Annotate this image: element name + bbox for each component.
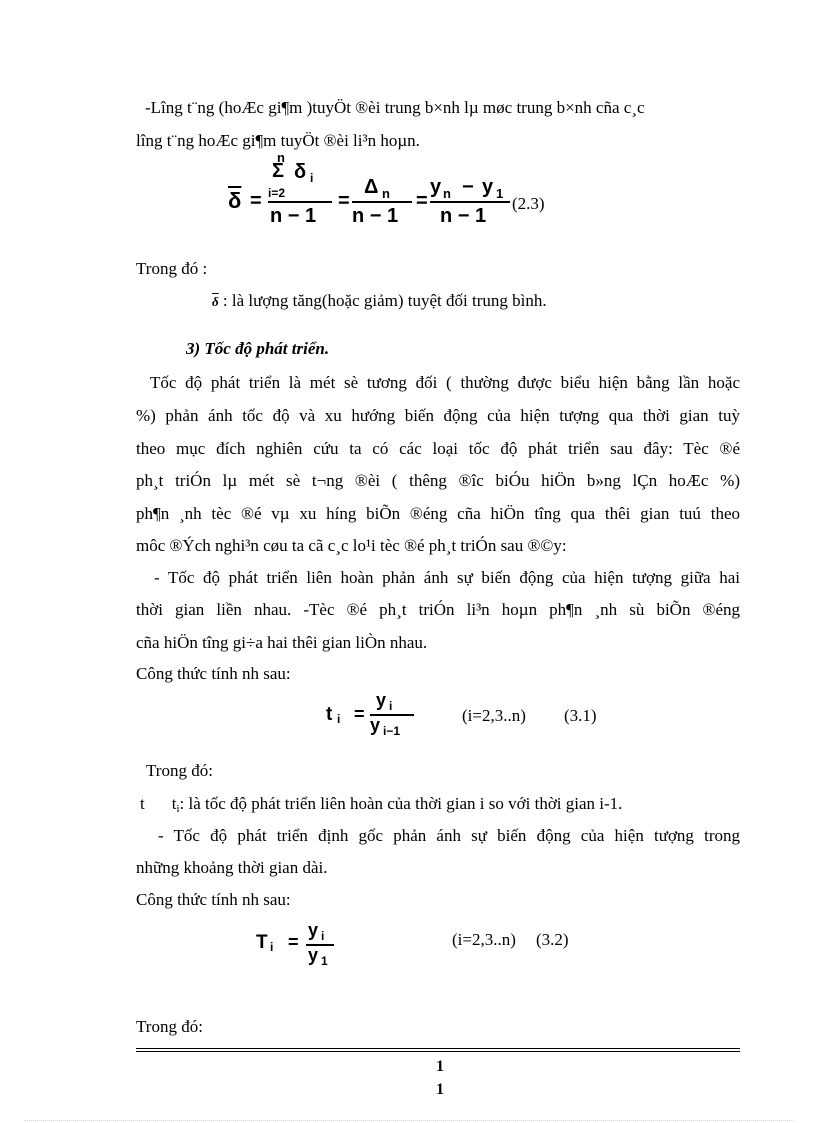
- text-line: $\overline{\delta}$ : là lượng tăng(hoặc giảm) tuyệt đối trung bình.: [212, 291, 547, 310]
- fraction-bar: [352, 201, 412, 203]
- equals-sign: =: [288, 932, 299, 952]
- index-range: (i=2,3..n): [462, 706, 526, 725]
- denominator: y: [370, 715, 381, 735]
- delta-n-fraction: [352, 174, 414, 230]
- fraction-bar: [430, 201, 510, 203]
- delta-bar-symbol: $\overline{\delta}$: [228, 188, 242, 213]
- denominator: n − 1: [440, 205, 487, 227]
- text-line: %) phản ánh tốc độ và xu hướng biến động của hiện tượng qua thời gian tuỳ: [136, 406, 740, 425]
- y-n: y: [430, 176, 442, 198]
- sum-upper-limit: n: [277, 150, 285, 165]
- minus-sign: −: [462, 176, 474, 198]
- y-difference-fraction: [430, 174, 514, 230]
- text-line: ph¶n ¸nh tèc ®é vµ xu híng biÕn ®éng cña hiÖn tîng qua thêi gian tuú theo: [136, 504, 740, 523]
- text-line: Công thức tính nh sau:: [136, 664, 291, 683]
- fraction-bar: [268, 201, 332, 203]
- footer-rule: [136, 1048, 740, 1049]
- text-line: Trong đó :: [136, 259, 208, 278]
- sum-fraction: [268, 150, 334, 230]
- text-line: - Tốc độ phát triển liên hoàn phản ánh sự biến động của hiện tượng giữa hai: [154, 568, 740, 587]
- sum-term-subscript: i: [310, 171, 314, 185]
- text-line: môc ®Ých nghi³n cøu ta cã c¸c lo¹i tèc ®é ph¸t triÓn sau ®©y:: [136, 536, 567, 555]
- index-range: (i=2,3..n): [452, 930, 516, 949]
- text-line: - Tốc độ phát triển định gốc phản ánh sự biến động của hiện tượng trong: [158, 826, 740, 845]
- denominator: n − 1: [270, 205, 317, 227]
- delta-n-symbol: Δ: [364, 176, 379, 198]
- text-line: t ti: là tốc độ phát triển liên hoàn của thời gian i so với thời gian i-1.: [140, 794, 623, 815]
- fraction: [306, 920, 336, 970]
- equation-label: (3.1): [564, 706, 597, 725]
- equation-label: (3.2): [536, 930, 569, 949]
- page-number: 1: [436, 1081, 444, 1098]
- equals-sign: =: [250, 190, 262, 212]
- text-line: Trong đó:: [146, 761, 213, 780]
- numerator-subscript: i: [389, 699, 393, 713]
- text-line: những khoảng thời gian dài.: [136, 858, 328, 877]
- sum-lower-limit: i=2: [268, 186, 286, 200]
- sum-symbol: Σ: [272, 160, 285, 182]
- y-1: y: [482, 176, 494, 198]
- page-number: 1: [436, 1058, 444, 1075]
- equals-sign: =: [416, 190, 428, 212]
- equals-sign: =: [354, 704, 365, 724]
- y-n-subscript: n: [443, 186, 451, 201]
- text-line: Trong đó:: [136, 1017, 203, 1036]
- t-i-subscript: i: [337, 712, 341, 726]
- text-line: thời gian liền nhau. -Tèc ®é ph¸t triÓn li³n hoµn ph¶n ¸nh sù biÕn ®éng: [136, 600, 740, 619]
- text-line: lîng t¨ng hoÆc gi¶m tuyÖt ®èi li³n hoµn.: [136, 131, 420, 150]
- T-i-subscript: i: [270, 940, 274, 954]
- numerator-subscript: i: [321, 929, 325, 943]
- numerator: y: [308, 920, 319, 940]
- text-line: Công thức tính nh sau:: [136, 890, 291, 909]
- text-line: Tốc độ phát triển là mét sè tương đối ( thường được biểu hiện bằng lần hoặc: [150, 373, 740, 392]
- footer-rule: [136, 1051, 740, 1052]
- denominator-subscript: i−1: [383, 724, 401, 738]
- text-line: ph¸t triÓn lµ mét sè t¬ng ®èi ( thêng ®îc biÓu hiÖn b»ng lÇn hoÆc %): [136, 471, 740, 490]
- fraction: [370, 690, 416, 740]
- delta-n-subscript: n: [382, 186, 390, 201]
- section-heading: 3) Tốc độ phát triển.: [186, 339, 330, 358]
- equation-label: (2.3): [512, 194, 545, 213]
- text-line: cña hiÖn tîng gi÷a hai thêi gian liÒn nhau.: [136, 633, 428, 652]
- equals-sign: =: [338, 190, 350, 212]
- numerator: y: [376, 690, 387, 710]
- y-1-subscript: 1: [496, 186, 504, 201]
- text-line: theo mục đích nghiên cứu ta có các loại tốc độ phát triển sau đây: Tèc ®é: [136, 439, 740, 458]
- delta-bar-inline: $\overline{\delta}$: [212, 294, 219, 309]
- denominator: n − 1: [352, 205, 399, 227]
- denominator: y: [308, 945, 319, 965]
- denominator-subscript: 1: [321, 954, 328, 968]
- page-edge-divider: [24, 1120, 794, 1121]
- text-line: -Lîng t¨ng (hoÆc gi¶m )tuyÖt ®èi trung b×nh lµ møc trung b×nh cña c¸c: [145, 98, 645, 117]
- t-i: t: [326, 704, 333, 725]
- T-i: T: [256, 932, 268, 953]
- sum-term: δ: [294, 161, 307, 183]
